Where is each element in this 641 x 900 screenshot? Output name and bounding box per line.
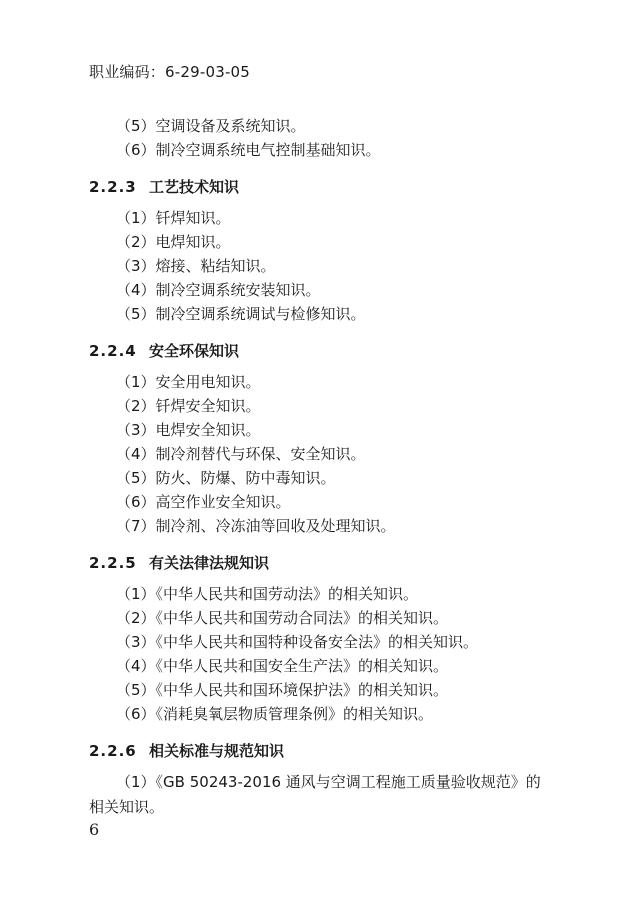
section-title: 工艺技术知识 — [149, 178, 240, 196]
section-number: 2.2.3 — [89, 178, 137, 196]
occupation-code: 职业编码：6-29-03-05 — [89, 63, 251, 81]
section-heading — [89, 176, 239, 197]
list-item: （3）《中华人民共和国特种设备安全法》的相关知识。 — [116, 633, 479, 651]
list-item: （1）安全用电知识。 — [116, 373, 261, 391]
list-item: （2）《中华人民共和国劳动合同法》的相关知识。 — [116, 609, 449, 627]
section-title: 相关标准与规范知识 — [149, 742, 285, 760]
section-number: 2.2.4 — [89, 342, 137, 360]
list-item: （3）电焊安全知识。 — [116, 421, 261, 439]
list-item: （5）防火、防爆、防中毒知识。 — [116, 469, 336, 487]
list-item: （2）钎焊安全知识。 — [116, 397, 261, 415]
list-item: （5）空调设备及系统知识。 — [116, 117, 306, 135]
list-item: （1）《中华人民共和国劳动法》的相关知识。 — [116, 585, 419, 603]
section-heading — [89, 740, 284, 761]
list-item: （6）《消耗臭氧层物质管理条例》的相关知识。 — [116, 705, 434, 723]
paragraph: （1）《GB 50243-2016 通风与空调工程施工质量验收规范》的相关知识。 — [89, 773, 541, 816]
section-title: 有关法律法规知识 — [149, 554, 270, 572]
page-number: 6 — [89, 820, 100, 839]
section-title: 安全环保知识 — [149, 342, 240, 360]
section-heading — [89, 340, 239, 361]
list-item: （4）制冷空调系统安装知识。 — [116, 281, 321, 299]
list-item: （2）电焊知识。 — [116, 233, 231, 251]
section-number: 2.2.6 — [89, 742, 137, 760]
section-number: 2.2.5 — [89, 554, 137, 572]
list-item: （7）制冷剂、冷冻油等回收及处理知识。 — [116, 517, 396, 535]
list-item: （1）钎焊知识。 — [116, 209, 231, 227]
list-item: （4）《中华人民共和国安全生产法》的相关知识。 — [116, 657, 449, 675]
list-item: （4）制冷剂替代与环保、安全知识。 — [116, 445, 366, 463]
list-item: （5）制冷空调系统调试与检修知识。 — [116, 305, 366, 323]
list-item: （5）《中华人民共和国环境保护法》的相关知识。 — [116, 681, 449, 699]
section-heading — [89, 552, 269, 573]
list-item: （6）制冷空调系统电气控制基础知识。 — [116, 141, 381, 159]
list-item: （6）高空作业安全知识。 — [116, 493, 291, 511]
list-item: （3）熔接、粘结知识。 — [116, 257, 276, 275]
